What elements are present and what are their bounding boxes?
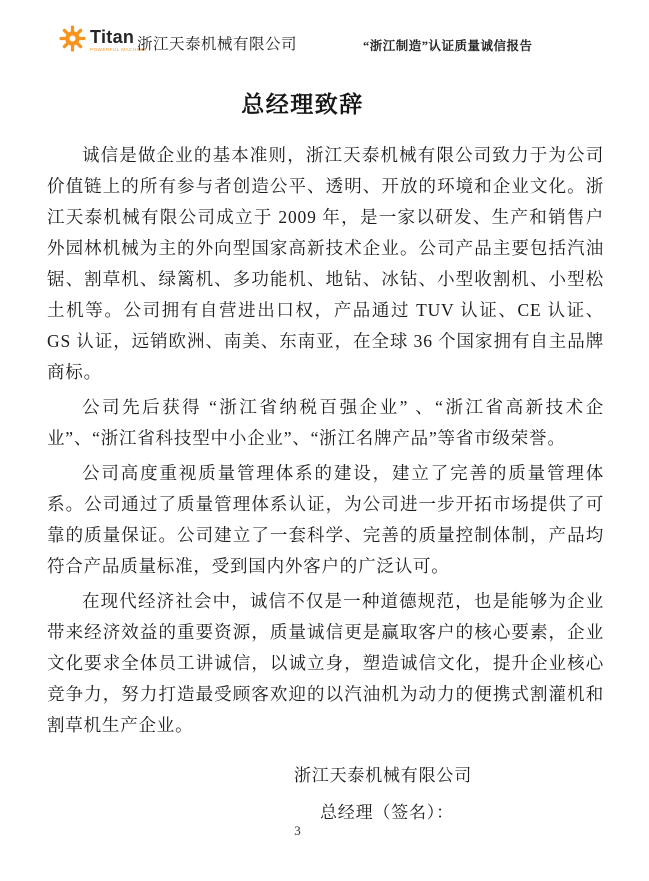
paragraph-3: 公司高度重视质量管理体系的建设，建立了完善的质量管理体系。公司通过了质量管理体系认证，为公司进一步开拓市场提供了可靠的质量保证。公司建立了一套科学、完善的质量控制体制，产品均符合产品质量标准，受到国内外客户的广泛认可。 bbox=[47, 463, 604, 576]
page-header bbox=[0, 0, 649, 72]
logo-brand-text: Titan bbox=[90, 27, 135, 47]
signature-company: 浙江天泰机械有限公司 bbox=[294, 766, 472, 785]
logo-tagline-text: POWERFUL MACHINE bbox=[90, 46, 146, 52]
document-body bbox=[47, 140, 604, 741]
titan-logo bbox=[59, 25, 146, 52]
header-company-name: 浙江天泰机械有限公司 bbox=[137, 36, 298, 53]
signature-signer-line: 总经理（签名）： bbox=[320, 803, 454, 822]
page-title: 总经理致辞 bbox=[241, 92, 364, 117]
header-report-label: “浙江制造”认证质量诚信报告 bbox=[363, 39, 533, 53]
page-footer bbox=[0, 823, 622, 839]
page-number: 3 bbox=[294, 823, 301, 838]
paragraph-1: 诚信是做企业的基本准则，浙江天泰机械有限公司致力于为公司价值链上的所有参与者创造公平、透明、开放的环境和企业文化。浙江天泰机械有限公司成立于 2009 年，是一家以研发、生产和销售户外园林机械为主的外向型国家高新技术企业。公司产品主要包括汽油锯、割草机、绿篱机、多功能机、地钻、冰钻、小型收割机、小型松土机等。公司拥有自营进出口权，产品通过 TUV 认证、CE 认证、GS 认证，远销欧洲、南美、东南亚，在全球 36 个国家拥有自主品牌商标。 bbox=[47, 145, 604, 382]
gear-icon bbox=[59, 25, 86, 52]
paragraph-4: 在现代经济社会中，诚信不仅是一种道德规范，也是能够为企业带来经济效益的重要资源，质量诚信更是赢取客户的核心要素，企业文化要求全体员工讲诚信，以诚立身，塑造诚信文化，提升企业核心竞争力，努力打造最受顾客欢迎的以汽油机为动力的便携式割灌机和割草机生产企业。 bbox=[47, 591, 604, 735]
paragraph-2: 公司先后获得 “浙江省纳税百强企业” 、“浙江省高新技术企业”、“浙江省科技型中小企业”、“浙江名牌产品”等省市级荣誉。 bbox=[47, 397, 604, 448]
